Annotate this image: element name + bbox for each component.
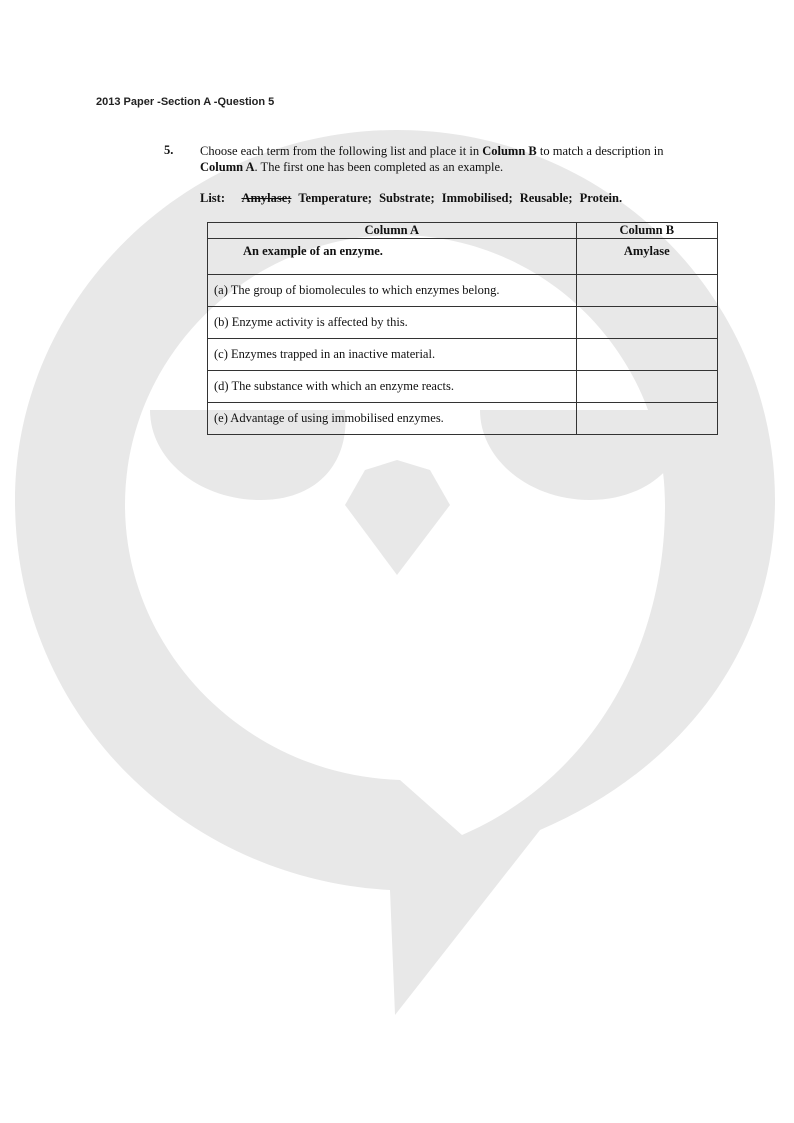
question-number: 5. — [164, 143, 174, 157]
answer-cell[interactable] — [576, 403, 717, 435]
list-term: Substrate; — [379, 191, 435, 205]
table-header-row — [208, 223, 718, 239]
answer-cell[interactable] — [576, 307, 717, 339]
question-text: Choose each term from the following list and place it in Column B to match a description in Column A. The first one has been completed as an example. — [200, 144, 664, 174]
table-row — [208, 307, 718, 339]
table-row — [208, 275, 718, 307]
row-description: (c) Enzymes trapped in an inactive material. — [208, 339, 577, 371]
table-row — [208, 371, 718, 403]
column-b-header: Column B — [576, 223, 717, 239]
example-row — [208, 239, 718, 275]
answer-cell[interactable] — [576, 371, 717, 403]
answer-cell[interactable] — [576, 275, 717, 307]
answer-cell[interactable] — [576, 339, 717, 371]
list-term: Protein. — [579, 191, 623, 205]
list-term: Amylase; — [241, 191, 292, 205]
table-row — [208, 403, 718, 435]
list-label: List: — [200, 191, 225, 205]
matching-table — [207, 222, 718, 435]
row-description: (e) Advantage of using immobilised enzymes. — [208, 403, 577, 435]
list-term: Immobilised; — [441, 191, 513, 205]
page-header: 2013 Paper -Section A -Question 5 — [96, 96, 275, 108]
row-description: (a) The group of biomolecules to which enzymes belong. — [208, 275, 577, 307]
row-description: (d) The substance with which an enzyme reacts. — [208, 371, 577, 403]
term-list — [200, 191, 720, 206]
list-term: Temperature; — [298, 191, 372, 205]
example-answer: Amylase — [576, 239, 717, 275]
list-term: Reusable; — [519, 191, 573, 205]
row-description: (b) Enzyme activity is affected by this. — [208, 307, 577, 339]
table-row — [208, 339, 718, 371]
example-description: An example of an enzyme. — [208, 239, 577, 275]
column-a-header: Column A — [208, 223, 577, 239]
